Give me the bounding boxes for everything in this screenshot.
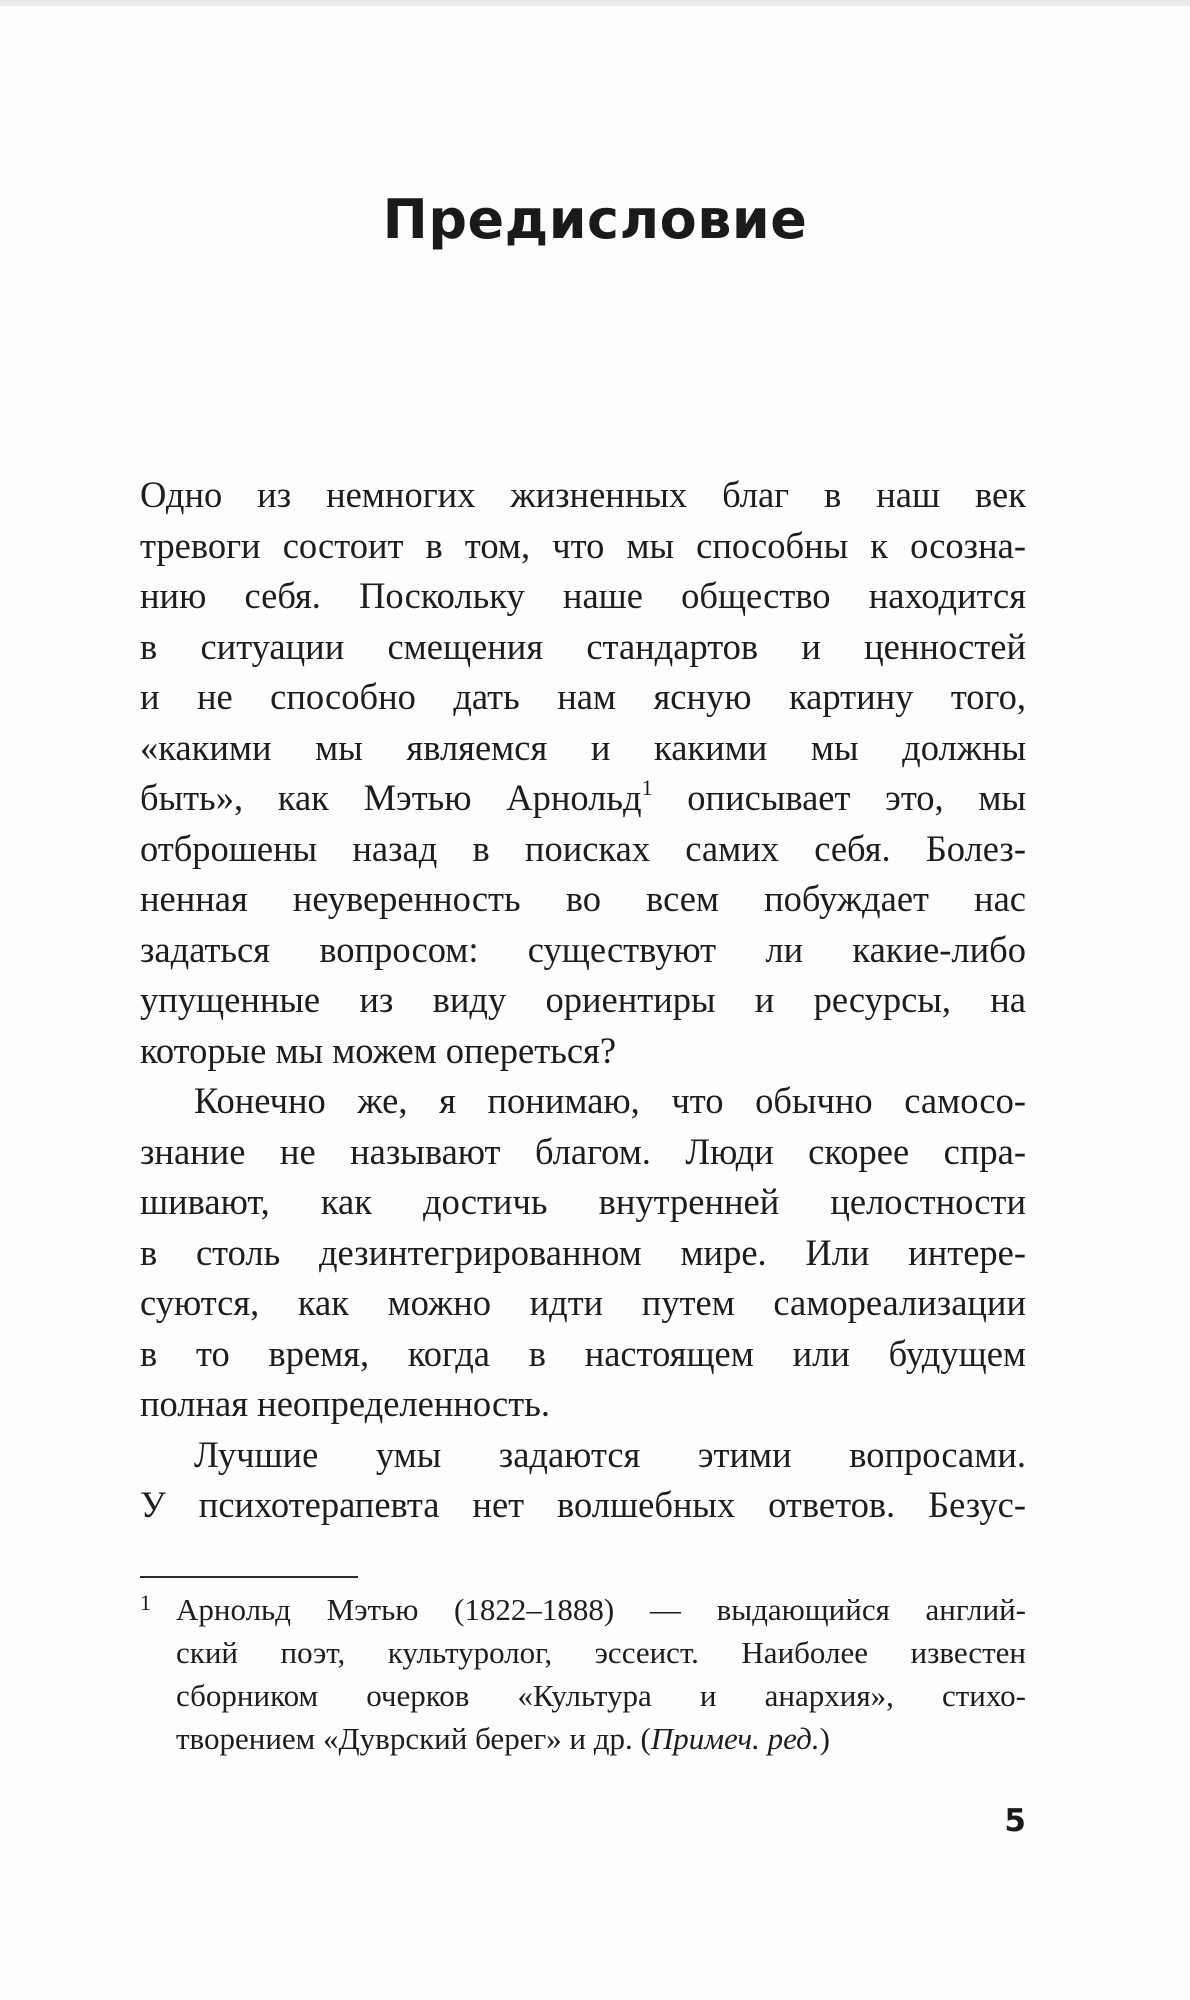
footnote bbox=[140, 1588, 1026, 1760]
editor-note: Примеч. ред. bbox=[650, 1721, 820, 1756]
text-line: У психотерапевта нет волшебных ответов. Безус- bbox=[140, 1484, 1026, 1525]
footnote-fragment: творением «Дуврский берег» и др. ( bbox=[176, 1721, 651, 1756]
text-line: упущенные из виду ориентиры и ресурсы, на bbox=[140, 979, 1026, 1020]
text-fragment: описывает это, мы bbox=[652, 777, 1026, 818]
text-line: знание не называют благом. Люди скорее спра- bbox=[140, 1130, 1026, 1172]
text-fragment: быть», как Мэтью Арнольд bbox=[140, 777, 642, 818]
text-line: и не способно дать нам ясную картину того, bbox=[140, 676, 1026, 717]
footnote-line: ский поэт, культуролог, эссеист. Наиболее известен bbox=[176, 1635, 1026, 1670]
text-line: шивают, как достичь внутренней целостности bbox=[140, 1181, 1026, 1222]
text-line-with-footnote-ref bbox=[140, 773, 1026, 824]
text-line: Одно из немногих жизненных благ в наш век bbox=[140, 474, 1026, 515]
chapter-title: Предисловие bbox=[382, 188, 808, 251]
text-line: в столь дезинтегрированном мире. Или интере- bbox=[140, 1231, 1026, 1273]
text-line: в то время, когда в настоящем или будущем bbox=[140, 1332, 1026, 1374]
footnote-line bbox=[176, 1717, 1026, 1760]
text-line: «какими мы являемся и какими мы должны bbox=[140, 726, 1026, 768]
text-line: задаться вопросом: существуют ли какие-либо bbox=[140, 928, 1026, 970]
footnote-number: 1 bbox=[140, 1590, 151, 1615]
text-line: которые мы можем опереться? bbox=[140, 1029, 617, 1071]
footnote-reference[interactable]: 1 bbox=[641, 775, 653, 800]
page-number: 5 bbox=[1004, 1803, 1026, 1839]
footnote-divider bbox=[140, 1576, 358, 1578]
text-line: суются, как можно идти путем самореализации bbox=[140, 1282, 1026, 1323]
text-line: нию себя. Поскольку наше общество находится bbox=[140, 575, 1026, 616]
text-line: Лучшие умы задаются этими вопросами. bbox=[194, 1433, 1026, 1475]
text-line: отброшены назад в поисках самих себя. Болез- bbox=[140, 827, 1026, 869]
footnote-fragment: ) bbox=[819, 1721, 830, 1756]
footnote-body bbox=[176, 1588, 1026, 1760]
text-line: ненная неуверенность во всем побуждает нас bbox=[140, 878, 1026, 919]
text-line: в ситуации смещения стандартов и ценностей bbox=[140, 625, 1026, 667]
footnote-line: сборником очерков «Культура и анархия», стихо- bbox=[176, 1678, 1026, 1713]
main-text bbox=[140, 470, 1026, 1531]
text-line: тревоги состоит в том, что мы способны к осозна- bbox=[140, 524, 1026, 566]
footnote-line: Арнольд Мэтью (1822–1888) — выдающийся англий- bbox=[176, 1592, 1026, 1627]
text-line: Конечно же, я понимаю, что обычно самосо- bbox=[194, 1080, 1026, 1121]
text-line: полная неопределенность. bbox=[140, 1383, 550, 1424]
scan-edge bbox=[0, 0, 1190, 6]
